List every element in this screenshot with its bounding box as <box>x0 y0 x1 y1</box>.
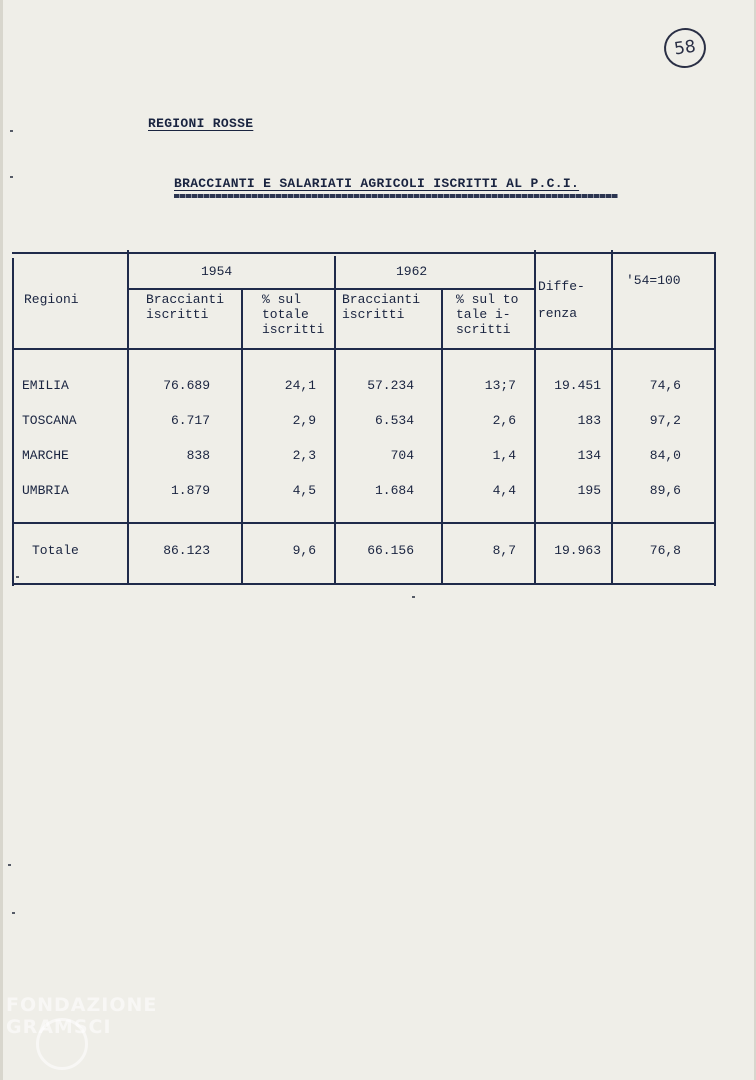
row-braccianti-1954: 1.879 <box>170 483 210 498</box>
margin-mark <box>16 576 19 578</box>
row-braccianti-1962: 1.684 <box>374 483 414 498</box>
archive-watermark <box>6 994 206 1074</box>
margin-mark <box>8 864 11 866</box>
row-braccianti-1962: 57.234 <box>367 378 414 393</box>
total-braccianti-1962: 66.156 <box>367 543 414 558</box>
total-braccianti-1954: 86.123 <box>163 543 210 558</box>
section-heading: REGIONI ROSSE <box>148 116 254 131</box>
row-differenza: 134 <box>577 448 601 463</box>
header-braccianti-1954: Braccianti iscritti <box>146 292 225 322</box>
total-index: 76,8 <box>649 543 681 558</box>
margin-mark <box>10 176 13 178</box>
row-braccianti-1954: 838 <box>186 448 210 463</box>
total-pct-1954: 9,6 <box>292 543 316 558</box>
margin-mark <box>10 130 13 132</box>
header-index: '54=100 <box>626 273 681 288</box>
row-pct-1962: 13;7 <box>484 378 516 393</box>
row-region: TOSCANA <box>22 413 77 428</box>
header-braccianti-1962: Braccianti iscritti <box>342 292 421 322</box>
row-pct-1954: 2,9 <box>292 413 316 428</box>
row-index: 89,6 <box>649 483 681 498</box>
header-year-1954: 1954 <box>201 264 233 279</box>
watermark-text: FONDAZIONE GRAMSCI <box>6 994 158 1038</box>
row-pct-1954: 24,1 <box>284 378 316 393</box>
row-pct-1962: 2,6 <box>492 413 516 428</box>
watermark-logo-icon <box>36 1018 88 1070</box>
row-pct-1954: 4,5 <box>292 483 316 498</box>
row-braccianti-1962: 704 <box>390 448 414 463</box>
row-pct-1962: 4,4 <box>492 483 516 498</box>
header-differenza: Diffe- renza <box>538 279 585 321</box>
col-rule-1962-split <box>441 288 443 584</box>
col-rule-left <box>12 258 14 586</box>
header-pct-1954: % sul totale iscritti <box>262 292 325 337</box>
document-title: BRACCIANTI E SALARIATI AGRICOLI ISCRITTI AL P.C.I. <box>174 176 580 191</box>
margin-mark <box>12 912 15 914</box>
row-differenza: 195 <box>577 483 601 498</box>
total-label: Totale <box>32 543 79 558</box>
margin-mark <box>412 596 415 598</box>
row-differenza: 19.451 <box>554 378 601 393</box>
row-region: UMBRIA <box>22 483 69 498</box>
row-pct-1962: 1,4 <box>492 448 516 463</box>
row-braccianti-1962: 6.534 <box>374 413 414 428</box>
row-index: 74,6 <box>649 378 681 393</box>
col-rule-right <box>714 252 716 586</box>
row-differenza: 183 <box>577 413 601 428</box>
row-braccianti-1954: 76.689 <box>163 378 210 393</box>
col-rule-differenza <box>534 250 536 584</box>
col-rule-regioni <box>127 250 129 584</box>
row-braccianti-1954: 6.717 <box>170 413 210 428</box>
row-region: MARCHE <box>22 448 69 463</box>
col-rule-index <box>611 250 613 584</box>
row-index: 84,0 <box>649 448 681 463</box>
col-rule-years <box>334 256 336 584</box>
col-rule-1954-split <box>241 288 243 584</box>
header-year-1962: 1962 <box>396 264 428 279</box>
total-differenza: 19.963 <box>554 543 601 558</box>
year-subheader-rule <box>128 288 536 290</box>
row-index: 97,2 <box>649 413 681 428</box>
header-regioni: Regioni <box>24 292 79 307</box>
row-region: EMILIA <box>22 378 69 393</box>
total-pct-1962: 8,7 <box>492 543 516 558</box>
header-pct-1962: % sul to tale i- scritti <box>456 292 519 337</box>
page-number-stamp: 58 <box>661 25 708 70</box>
row-pct-1954: 2,3 <box>292 448 316 463</box>
